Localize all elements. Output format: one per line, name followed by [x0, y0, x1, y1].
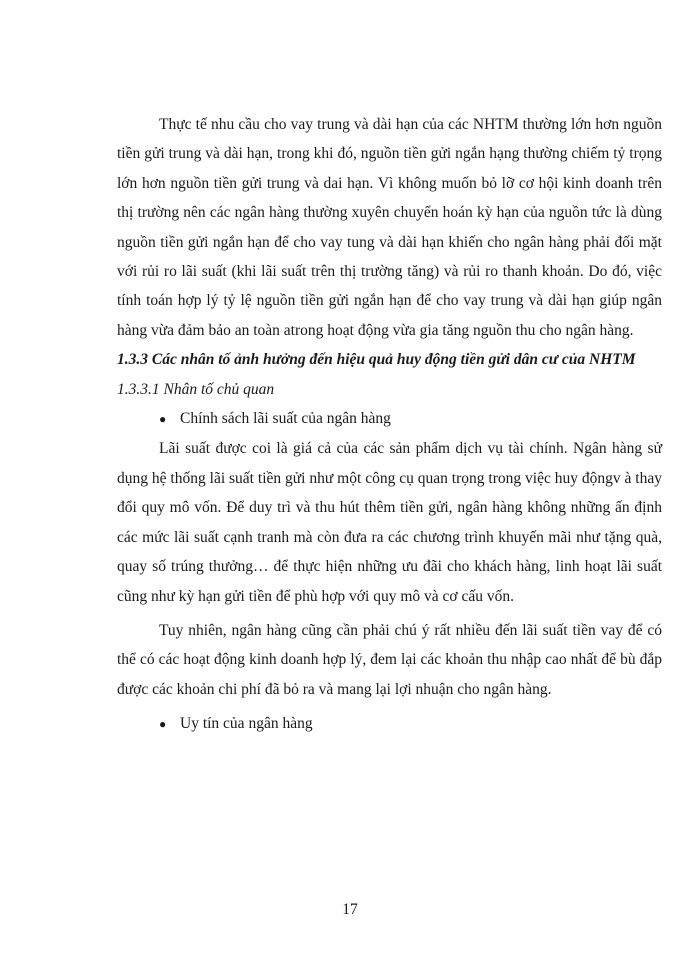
page-content	[117, 110, 662, 740]
paragraph-loan-rate: Tuy nhiên, ngân hàng cũng cần phải chú ý rất nhiều đến lãi suất tiền vay để có thể có các hoạt động kinh doanh hợp lý, đem lại các khoản thu nhập cao nhất để bù đắp được các khoản chi phí đã bỏ ra và mang lại lợi nhuận cho ngân hàng.	[117, 621, 662, 698]
bullet-label: Uy tín của ngân hàng	[180, 715, 313, 733]
bullet-bank-reputation	[117, 709, 662, 739]
bullet-icon: ●	[159, 717, 167, 732]
paragraph-interest-rate: Lãi suất được coi là giá cả của các sản phẩm dịch vụ tài chính. Ngân hàng sử dụng hệ thống lãi suất tiền gửi như một công cụ quan trọng trong việc huy độngv à thay đổi quy mô vốn. Để duy trì và thu hút thêm tiền gửi, ngân hàng không những ấn định các mức lãi suất cạnh tranh mà còn đưa ra các chương trình khuyến mãi như tặng quà, quay số trúng thưởng… để thực hiện những ưu đãi cho khách hàng, linh hoạt lãi suất cũng như kỳ hạn gửi tiền để phù hợp với quy mô và cơ cấu vốn.	[117, 440, 662, 605]
bullet-interest-policy	[117, 404, 662, 434]
bullet-icon: ●	[159, 412, 167, 427]
section-heading: 1.3.3 Các nhân tố ảnh hưởng đến hiệu quả huy động tiền gửi dân cư của NHTM	[117, 351, 636, 369]
subsection-heading: 1.3.3.1 Nhân tố chủ quan	[117, 380, 275, 398]
bullet-label: Chính sách lãi suất của ngân hàng	[180, 410, 391, 428]
page-number: 17	[342, 901, 358, 918]
paragraph-loan-demand: Thực tế nhu cầu cho vay trung và dài hạn của các NHTM thường lớn hơn nguồn tiền gửi trung và dài hạn, trong khi đó, nguồn tiền gửi ngắn hạng thường chiếm tỷ trọng lớn hơn nguồn tiền gửi trung và dai hạn. Vì không muốn bỏ lỡ cơ hội kinh doanh trên thị trường nên các ngân hàng thường xuyên chuyển hoán kỳ hạn của nguồn tức là dùng nguồn tiền gửi ngắn hạn để cho vay tung và dài hạn khiến cho ngân hàng phải đối mặt với rủi ro lãi suất (khi lãi suất trên thị trường tăng) và rủi ro thanh khoản. Do đó, việc tính toán hợp lý tỷ lệ nguồn tiền gửi ngắn hạn để cho vay trung và dài hạn giúp ngân hàng vừa đảm bảo an toàn atrong hoạt động vừa gia tăng nguồn thu cho ngân hàng.	[117, 116, 662, 339]
